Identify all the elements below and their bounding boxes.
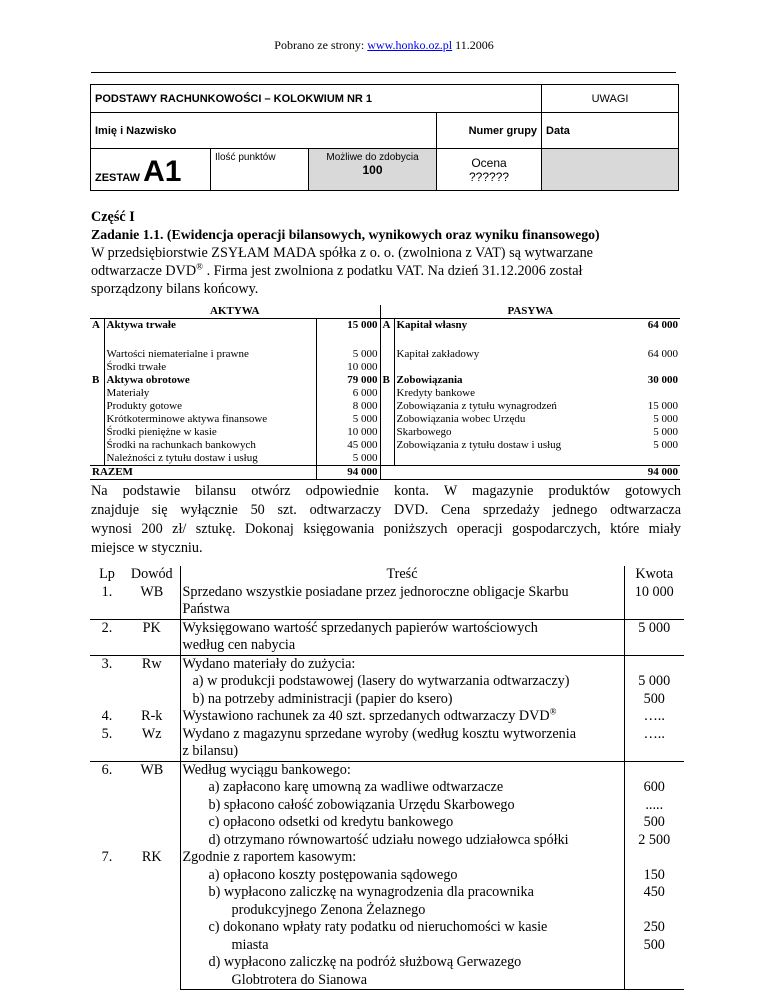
assets-b-marker: B bbox=[92, 373, 100, 386]
desc-line: Sprzedano wszystkie posiadane przez jednoroczne obligacje Skarbu bbox=[182, 583, 569, 600]
current-assets-items bbox=[104, 374, 316, 466]
equity-items bbox=[394, 335, 604, 374]
row-lp: 4. bbox=[101, 708, 113, 724]
amt-line: 500 bbox=[643, 814, 665, 830]
row-desc bbox=[180, 849, 624, 990]
row-desc bbox=[180, 619, 624, 655]
fixed-assets-total: 15 000 bbox=[316, 319, 380, 335]
group-label: Numer grupy bbox=[437, 113, 542, 149]
liab-value: 5 000 bbox=[653, 412, 679, 425]
set-label: ZESTAW bbox=[95, 172, 141, 184]
assets-a-marker: A bbox=[90, 319, 104, 335]
desc-line: d) otrzymano równowartość udziału nowego udziałowca spółki bbox=[208, 831, 569, 848]
amt-line: 150 bbox=[643, 866, 665, 883]
date-label: Data bbox=[542, 113, 679, 149]
equity-value: 64 000 bbox=[647, 347, 679, 360]
row-amt bbox=[624, 619, 684, 655]
liab-item: Zobowiązania z tytułu wynagrodzeń bbox=[396, 399, 557, 412]
amt-line: 600 bbox=[643, 779, 665, 795]
amt-line: ….. bbox=[643, 725, 665, 742]
source-link[interactable]: www.honko.oz.pl bbox=[367, 38, 453, 52]
row-doc: Rw bbox=[141, 655, 162, 672]
amt-line: 5 000 bbox=[638, 619, 671, 636]
instruction-line: miejsce w styczniu. bbox=[91, 540, 203, 556]
desc-line: Wyksięgowano wartość sprzedanych papierów wartościowych bbox=[182, 619, 538, 636]
table-row bbox=[90, 726, 684, 762]
current-assets-label: Aktywa obrotowe bbox=[106, 373, 190, 386]
row-desc bbox=[180, 726, 624, 762]
current-value: 6 000 bbox=[352, 386, 378, 399]
col-header-amt: Kwota bbox=[635, 566, 674, 582]
current-item: Środki na rachunkach bankowych bbox=[106, 438, 256, 451]
liabilities-values bbox=[604, 374, 680, 466]
table-row bbox=[90, 655, 684, 708]
table-row bbox=[90, 708, 684, 726]
row-lp: 7. bbox=[101, 849, 113, 865]
row-lp: 1. bbox=[90, 584, 124, 620]
registered-mark: ® bbox=[549, 706, 557, 717]
desc-line: b) wypłacono zaliczkę na wynagrodzenia dla pracownika bbox=[208, 884, 534, 900]
col-header-desc: Treść bbox=[180, 566, 624, 584]
set-cell bbox=[91, 149, 211, 191]
instruction-line: wynosi 200 zł/ sztukę. Dokonaj księgowania poniższych operacji gospodarczych, które miały bbox=[91, 521, 681, 537]
desc-line: a) w produkcji podstawowej (lasery do wytwarzania odtwarzaczy) bbox=[192, 673, 570, 689]
fixed-assets-label: Aktywa trwałe bbox=[104, 319, 316, 335]
desc-line: Wystawiono rachunek za 40 szt. sprzedanych odtwarzaczy DVD® bbox=[182, 706, 557, 724]
current-value: 5 000 bbox=[352, 451, 378, 464]
desc-line: Wydano materiały do zużycia: bbox=[182, 655, 356, 672]
desc-line: Według wyciągu bankowego: bbox=[182, 761, 351, 778]
desc-line: z bilansu) bbox=[182, 743, 239, 759]
instruction-line: znajduje się wyłącznie 50 szt. odtwarzaczy DVD. Cena sprzedaży jednego odtwarzacza bbox=[91, 502, 681, 518]
liab-item: Skarbowego bbox=[396, 425, 452, 438]
table-row bbox=[90, 619, 684, 655]
possible-label: Możliwe do zdobycia bbox=[326, 152, 419, 163]
desc-line: Wydano z magazynu sprzedane wyroby (według kosztu wytworzenia bbox=[182, 725, 577, 742]
intro-line-1: W przedsiębiorstwie ZSYŁAM MADA spółka z o. o. (zwolniona z VAT) są wytwarzane bbox=[91, 245, 593, 261]
col-header-lp: Lp bbox=[99, 566, 115, 582]
amt-line: 450 bbox=[643, 884, 665, 900]
operations-table bbox=[90, 566, 684, 990]
remarks-label: UWAGI bbox=[542, 85, 679, 113]
liab-value: 5 000 bbox=[653, 438, 679, 451]
balance-sheet bbox=[90, 305, 680, 480]
desc-line: a) opłacono koszty postępowania sądowego bbox=[208, 866, 458, 883]
desc-line: a) zapłacono karę umowną za wadliwe odtwarzacze bbox=[208, 779, 504, 795]
row-doc: RK bbox=[141, 849, 162, 865]
desc-line: Państwa bbox=[182, 601, 230, 617]
amt-line: 500 bbox=[643, 690, 665, 707]
name-label: Imię i Nazwisko bbox=[91, 113, 437, 149]
points-label: Ilość punktów bbox=[211, 149, 309, 191]
part-heading: Część I bbox=[91, 209, 135, 225]
set-value: A1 bbox=[143, 155, 182, 188]
current-assets-values bbox=[316, 374, 380, 466]
header-rule bbox=[91, 72, 676, 73]
row-amt bbox=[624, 726, 684, 762]
amt-line: ..... bbox=[645, 796, 664, 813]
current-value: 5 000 bbox=[352, 412, 378, 425]
liab-a-marker: A bbox=[380, 319, 394, 335]
amt-line: ….. bbox=[643, 708, 665, 724]
row-amt bbox=[624, 849, 684, 990]
liab-value: 5 000 bbox=[653, 425, 679, 438]
fixed-value: 5 000 bbox=[352, 347, 378, 360]
fixed-assets-items bbox=[104, 335, 316, 374]
desc-line: c) dokonano wpłaty raty podatku od nieruchomości w kasie bbox=[208, 919, 548, 935]
amt-line: 2 500 bbox=[638, 831, 671, 848]
current-item: Należności z tytułu dostaw i usług bbox=[106, 451, 258, 464]
row-doc: WB bbox=[140, 761, 164, 778]
intro-line-2: odtwarzacze DVD® . Firma jest zwolniona z podatku VAT. Na dzień 31.12.2006 został bbox=[91, 261, 583, 279]
grade-box bbox=[542, 149, 679, 191]
liabilities-items bbox=[394, 374, 604, 466]
exam-title: PODSTAWY RACHUNKOWOŚCI – KOLOKWIUM NR 1 bbox=[91, 85, 542, 113]
instructions bbox=[91, 482, 681, 558]
row-desc bbox=[180, 761, 624, 849]
amt-line: 5 000 bbox=[638, 673, 671, 689]
registered-mark: ® bbox=[196, 261, 204, 272]
row-desc bbox=[180, 584, 624, 620]
desc-line: produkcyjnego Zenona Żelaznego bbox=[231, 901, 426, 918]
fixed-item: Wartości niematerialne i prawne bbox=[106, 347, 249, 360]
desc-line: miasta bbox=[231, 936, 269, 953]
current-assets-total: 79 000 bbox=[347, 373, 378, 386]
table-row bbox=[90, 584, 684, 620]
fixed-assets-values bbox=[316, 335, 380, 374]
total-label: RAZEM bbox=[90, 465, 316, 479]
row-amt bbox=[624, 761, 684, 849]
col-header-doc: Dowód bbox=[130, 566, 173, 582]
liabilities-label: Zobowiązania bbox=[396, 373, 463, 386]
desc-line: Globtrotera do Sianowa bbox=[231, 971, 368, 988]
desc-line: d) wypłacono zaliczkę na podróż służbową Gerwazego bbox=[208, 954, 522, 970]
liab-item: Kredyty bankowe bbox=[396, 386, 476, 399]
row-doc: WB bbox=[124, 584, 180, 620]
table-row bbox=[90, 761, 684, 849]
row-desc bbox=[180, 655, 624, 708]
row-doc: Wz bbox=[124, 726, 180, 762]
source-header: Pobrano ze strony: www.honko.oz.pl 11.2006 bbox=[274, 38, 494, 52]
assets-header: AKTYWA bbox=[90, 305, 380, 319]
row-lp: 3. bbox=[101, 655, 113, 672]
row-amt bbox=[624, 655, 684, 708]
row-doc: R-k bbox=[141, 708, 163, 724]
desc-line: c) opłacono odsetki od kredytu bankowego bbox=[208, 814, 454, 830]
row-lp: 2. bbox=[90, 619, 124, 655]
current-value: 10 000 bbox=[347, 425, 378, 438]
amt-line: 250 bbox=[643, 919, 665, 935]
current-value: 8 000 bbox=[352, 399, 378, 412]
equity-item: Kapitał zakładowy bbox=[396, 347, 480, 360]
liab-item: Zobowiązania z tytułu dostaw i usług bbox=[396, 438, 562, 451]
row-lp: 6. bbox=[101, 761, 113, 778]
assets-total: 94 000 bbox=[316, 465, 380, 479]
equity-total: 64 000 bbox=[604, 319, 680, 335]
row-amt bbox=[624, 584, 684, 620]
row-lp: 5. bbox=[90, 726, 124, 762]
equity-values bbox=[604, 335, 680, 374]
equity-label: Kapitał własny bbox=[394, 319, 604, 335]
desc-line: Zgodnie z raportem kasowym: bbox=[182, 849, 357, 865]
liab-b-marker: B bbox=[382, 373, 390, 386]
intro bbox=[91, 208, 681, 298]
desc-line: b) na potrzeby administracji (papier do ksero) bbox=[192, 690, 453, 707]
grade-value: ?????? bbox=[469, 169, 510, 184]
fixed-value: 10 000 bbox=[347, 360, 378, 373]
liabilities-grand-total: 94 000 bbox=[604, 465, 680, 479]
intro-line-3: sporządzony bilans końcowy. bbox=[91, 281, 259, 297]
task-title: Zadanie 1.1. (Ewidencja operacji bilansowych, wynikowych oraz wyniku finansowego) bbox=[91, 227, 600, 242]
row-amt bbox=[624, 708, 684, 726]
grade-cell bbox=[437, 149, 542, 191]
liab-value: 15 000 bbox=[647, 399, 679, 412]
fixed-item: Środki trwałe bbox=[106, 360, 167, 373]
current-item: Produkty gotowe bbox=[106, 399, 182, 412]
current-value: 45 000 bbox=[347, 438, 378, 451]
table-row bbox=[90, 849, 684, 990]
exam-info-table bbox=[90, 84, 679, 191]
possible-value: 100 bbox=[362, 163, 383, 177]
liabilities-total: 30 000 bbox=[647, 373, 679, 386]
possible-cell bbox=[309, 149, 437, 191]
amt-line: 10 000 bbox=[634, 583, 674, 600]
row-desc bbox=[180, 708, 624, 726]
liab-item: Zobowiązania wobec Urzędu bbox=[396, 412, 526, 425]
liabilities-header: PASYWA bbox=[507, 305, 554, 317]
desc-line: według cen nabycia bbox=[182, 637, 296, 653]
row-doc: PK bbox=[124, 619, 180, 655]
current-item: Środki pieniężne w kasie bbox=[106, 425, 217, 438]
current-item: Materiały bbox=[106, 386, 150, 399]
desc-line: b) spłacono całość zobowiązania Urzędu Skarbowego bbox=[208, 796, 515, 813]
current-item: Krótkoterminowe aktywa finansowe bbox=[106, 412, 268, 425]
instruction-line: Na podstawie bilansu otwórz odpowiednie konta. W magazynie produktów gotowych bbox=[91, 483, 681, 499]
amt-line: 500 bbox=[643, 936, 665, 953]
grade-label: Ocena bbox=[471, 155, 507, 170]
